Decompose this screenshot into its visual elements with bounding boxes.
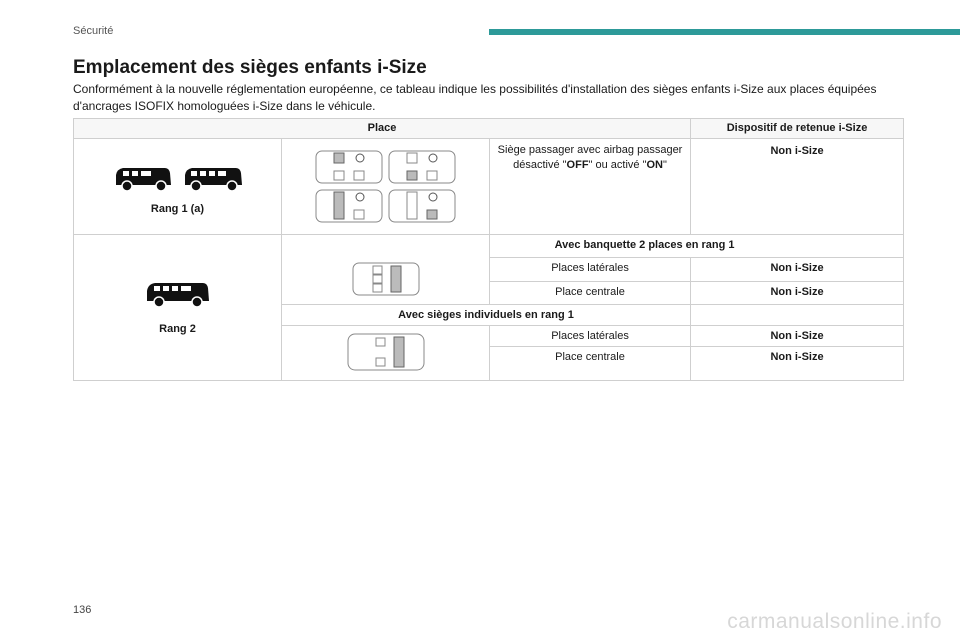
seat-layout-diagram bbox=[314, 188, 384, 224]
isize-seat-table bbox=[73, 118, 904, 381]
page-number: 136 bbox=[73, 604, 92, 616]
note-text-a: Siège passager avec airbag passager désactivé " bbox=[497, 144, 683, 171]
intro-paragraph: Conformément à la nouvelle réglementation européenne, ce tableau indique les possibilités d'installation des sièges enfants i-Size aux places équipées d'ancrages ISOFIX homologuées i-Size dans le véhicule. bbox=[73, 82, 877, 113]
seat-layout-diagram bbox=[314, 149, 384, 185]
section-accent-bar bbox=[489, 29, 960, 35]
row1-airbag-note bbox=[490, 139, 691, 235]
row1-value: Non i-Size bbox=[691, 139, 904, 235]
bench-header-text: Avec banquette 2 places en rang 1 bbox=[554, 239, 735, 251]
seat-layout-diagram bbox=[387, 149, 457, 185]
individual-lateral-label: Places latérales bbox=[490, 326, 691, 347]
watermark: carmanualsonline.info bbox=[727, 610, 942, 633]
individual-header-filler bbox=[691, 305, 904, 326]
individual-lateral-value: Non i-Size bbox=[691, 326, 904, 347]
row1-vehicle-cell bbox=[74, 139, 282, 235]
note-text-b: " ou activé " bbox=[588, 159, 647, 171]
airbag-on-label: ON bbox=[646, 159, 663, 171]
row1-seat-diagrams bbox=[282, 139, 490, 235]
individual-center-label: Place centrale bbox=[490, 347, 691, 381]
page-title: Emplacement des sièges enfants i-Size bbox=[73, 57, 427, 78]
bench-center-value: Non i-Size bbox=[691, 281, 904, 304]
bench-header bbox=[490, 235, 735, 258]
bench-lateral-label: Places latérales bbox=[490, 258, 691, 281]
row2-individual-diagram-cell bbox=[282, 326, 490, 381]
bench-seat-diagram bbox=[351, 261, 421, 297]
van-short-icon bbox=[113, 165, 173, 193]
airbag-off-label: OFF bbox=[566, 159, 589, 171]
section-label: Sécurité bbox=[73, 25, 114, 37]
row1-label: Rang 1 (a) bbox=[150, 202, 205, 215]
van-long-icon bbox=[183, 165, 243, 193]
individual-center-value: Non i-Size bbox=[691, 347, 904, 381]
seat-layout-diagram bbox=[387, 188, 457, 224]
note-text-c: " bbox=[663, 159, 667, 171]
table-row bbox=[74, 235, 904, 258]
table-row bbox=[74, 139, 904, 235]
individual-header: Avec sièges individuels en rang 1 bbox=[282, 305, 691, 326]
row2-label: Rang 2 bbox=[159, 323, 196, 335]
header-device: Dispositif de retenue i-Size bbox=[691, 119, 904, 139]
row2-bench-diagram-cell bbox=[282, 235, 490, 305]
bench-lateral-value: Non i-Size bbox=[691, 258, 904, 281]
individual-seat-diagram bbox=[346, 332, 426, 372]
table-header-row bbox=[74, 119, 904, 139]
row2-vehicle-cell bbox=[74, 235, 282, 381]
van-icon bbox=[145, 280, 211, 310]
bench-center-label: Place centrale bbox=[490, 281, 691, 304]
header-place: Place bbox=[74, 119, 691, 139]
